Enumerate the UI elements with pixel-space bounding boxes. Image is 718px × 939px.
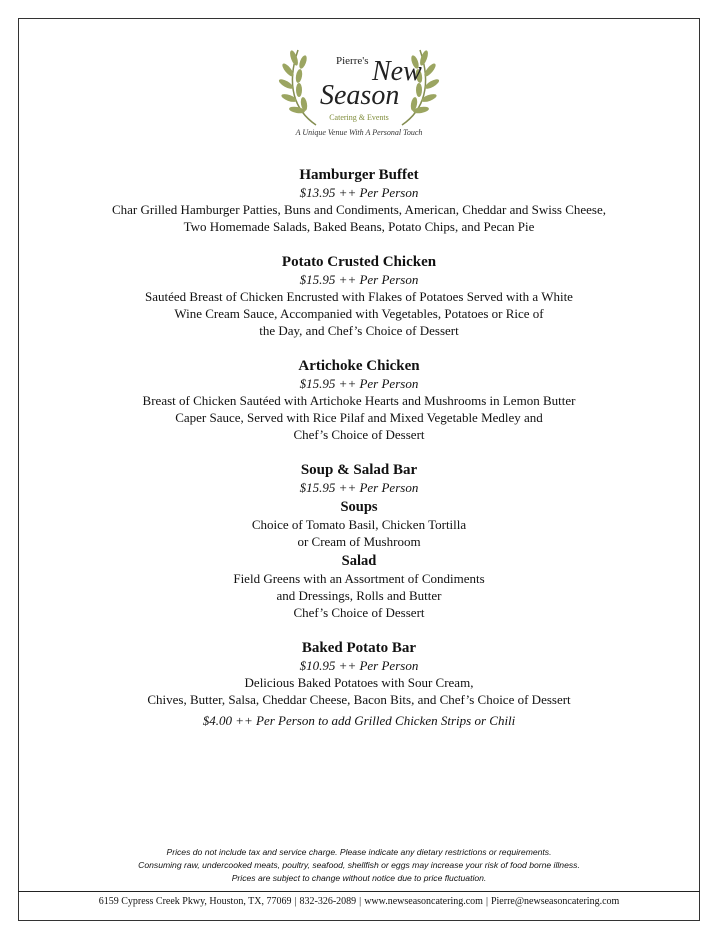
menu-item-title: Baked Potato Bar: [301, 640, 417, 656]
menu-item-desc: Chef’s Choice of Dessert: [293, 427, 425, 442]
menu-item-title: Hamburger Buffet: [299, 167, 419, 183]
salad-desc: Field Greens with an Assortment of Condiments: [233, 571, 485, 586]
menu-item-desc: Char Grilled Hamburger Patties, Buns and Condiments, American, Cheddar and Swiss Cheese,: [111, 202, 607, 217]
menu-item-price: $10.95 ++ Per Person: [299, 658, 419, 673]
salad-desc: and Dressings, Rolls and Butter: [276, 588, 442, 603]
menu-item: [0, 166, 718, 235]
menu-item: [0, 253, 718, 339]
phone: 832-326-2089: [299, 896, 357, 907]
menu-list: [0, 166, 718, 747]
contact-footer: 6159 Cypress Creek Pkwy, Houston, TX, 77069 | 832-326-2089 | www.newseasoncatering.com | Pierre@newseasoncatering.com: [98, 896, 620, 907]
logo-season: Season: [320, 80, 400, 111]
menu-item-desc: Caper Sauce, Served with Rice Pilaf and Mixed Vegetable Medley and: [175, 410, 543, 425]
menu-item-title: Potato Crusted Chicken: [281, 254, 437, 270]
footer-divider: [18, 891, 700, 892]
salad-desc: Chef’s Choice of Dessert: [293, 605, 425, 620]
menu-item-desc: Wine Cream Sauce, Accompanied with Vegetables, Potatoes or Rice of: [174, 306, 544, 321]
menu-item-desc: Sautéed Breast of Chicken Encrusted with Flakes of Potatoes Served with a White: [145, 289, 573, 304]
menu-item: [0, 357, 718, 443]
addon-note: $4.00 ++ Per Person to add Grilled Chicken Strips or Chili: [202, 713, 516, 728]
menu-item-potato-bar: [0, 639, 718, 729]
logo-new: New: [372, 56, 422, 87]
menu-item-price: $15.95 ++ Per Person: [299, 376, 419, 391]
menu-item-desc: the Day, and Chef’s Choice of Dessert: [259, 323, 459, 338]
menu-item-soup-salad: [0, 461, 718, 621]
soups-heading: Soups: [340, 499, 378, 515]
soups-desc: Choice of Tomato Basil, Chicken Tortilla: [251, 517, 467, 532]
logo-subtitle: Catering & Events: [329, 113, 389, 122]
menu-item-price: $15.95 ++ Per Person: [299, 480, 419, 495]
soups-desc: or Cream of Mushroom: [297, 534, 421, 549]
website-link[interactable]: www.newseasoncatering.com: [364, 896, 483, 907]
tagline: A Unique Venue With A Personal Touch: [295, 128, 423, 137]
salad-heading: Salad: [341, 553, 377, 569]
logo-owner: Pierre's: [336, 55, 369, 67]
menu-item-title: Soup & Salad Bar: [300, 462, 418, 478]
menu-item-desc: Delicious Baked Potatoes with Sour Cream,: [244, 675, 474, 690]
disclaimer-line: Consuming raw, undercooked meats, poultry, seafood, shellfish or eggs may increase your risk of food borne illness.: [138, 860, 580, 870]
laurel-logo-icon: [264, 40, 454, 130]
disclaimer: [0, 846, 718, 885]
menu-item-desc: Breast of Chicken Sautéed with Artichoke Hearts and Mushrooms in Lemon Butter: [142, 393, 576, 408]
email-link[interactable]: Pierre@newseasoncatering.com: [490, 896, 620, 907]
menu-item-desc: Chives, Butter, Salsa, Cheddar Cheese, Bacon Bits, and Chef’s Choice of Dessert: [147, 692, 571, 707]
disclaimer-line: Prices are subject to change without notice due to price fluctuation.: [231, 873, 487, 883]
address: 6159 Cypress Creek Pkwy, Houston, TX, 77069: [98, 896, 292, 907]
menu-item-title: Artichoke Chicken: [298, 358, 420, 374]
disclaimer-line: Prices do not include tax and service charge. Please indicate any dietary restrictions or requirements.: [166, 847, 552, 857]
menu-item-desc: Two Homemade Salads, Baked Beans, Potato Chips, and Pecan Pie: [183, 219, 535, 234]
logo: [0, 40, 718, 140]
menu-item-price: $13.95 ++ Per Person: [299, 185, 419, 200]
menu-item-price: $15.95 ++ Per Person: [299, 272, 419, 287]
